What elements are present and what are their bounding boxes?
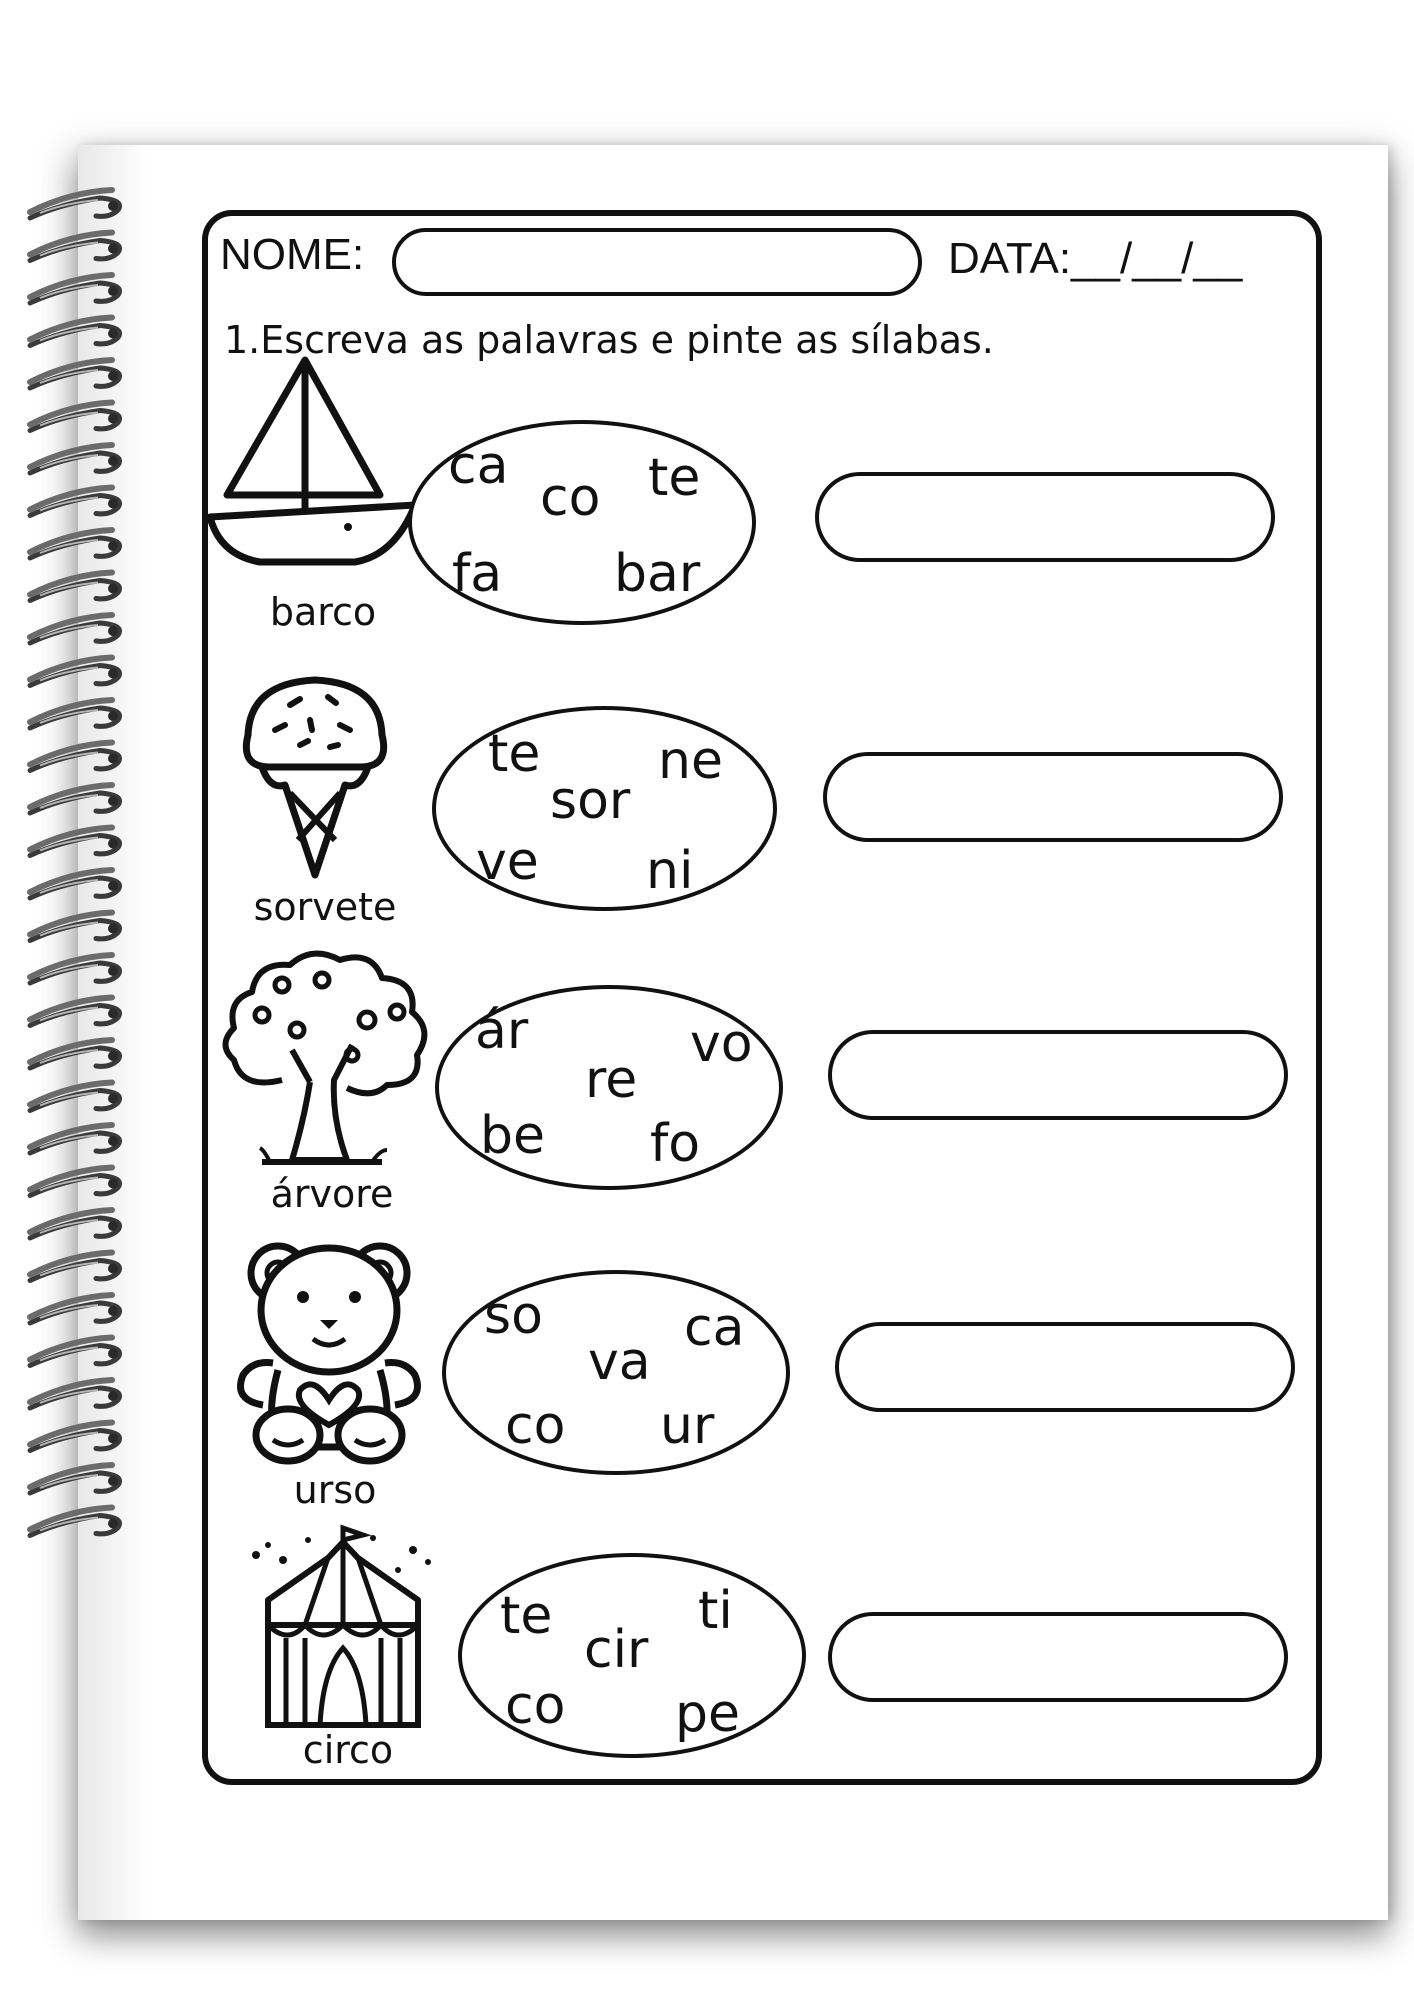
syllable[interactable]: te [648,448,701,508]
instruction-text: 1.Escreva as palavras e pinte as sílabas. [224,318,994,362]
date-label: DATA:__/__/__ [948,234,1243,283]
word-caption-barco: barco [269,590,377,634]
spiral-ring [30,1210,120,1238]
spiral-ring [30,1125,120,1153]
syllable[interactable]: ár [475,1001,529,1061]
spiral-ring [30,318,120,346]
word-caption-arvore: árvore [270,1172,394,1216]
syllable[interactable]: vo [690,1014,753,1074]
syllable[interactable]: co [505,1396,566,1456]
spiral-ring [30,1253,120,1281]
answer-field-1[interactable] [815,472,1275,562]
syllable[interactable]: ur [660,1396,715,1456]
spiral-ring [30,870,120,898]
spiral-ring [30,1040,120,1068]
syllable[interactable]: pe [675,1684,740,1744]
spiral-ring [30,785,120,813]
spiral-ring [30,913,120,941]
syllable[interactable]: ni [646,841,694,901]
syllable[interactable]: te [488,724,541,784]
syllable[interactable]: ne [658,731,723,791]
spiral-ring [30,1423,120,1451]
spiral-ring [30,828,120,856]
answer-field-2[interactable] [823,752,1283,842]
teddy-bear-icon [228,1235,433,1465]
spiral-ring [30,1168,120,1196]
spiral-ring [30,403,120,431]
spiral-ring [30,488,120,516]
spiral-ring [30,700,120,728]
spiral-ring [30,1465,120,1493]
syllable[interactable]: so [484,1286,543,1346]
answer-field-5[interactable] [828,1612,1288,1702]
spiral-ring [30,743,120,771]
word-caption-sorvete: sorvete [253,885,397,929]
spiral-ring [30,1083,120,1111]
syllable[interactable]: ca [448,436,509,496]
spiral-ring [30,1338,120,1366]
name-label: NOME: [220,230,365,279]
word-caption-urso: urso [293,1468,377,1512]
spiral-ring [30,998,120,1026]
spiral-ring [30,445,120,473]
spiral-ring [30,658,120,686]
sailboat-icon [205,355,420,570]
syllable[interactable]: re [585,1050,638,1110]
spiral-ring [30,275,120,303]
spiral-binding [0,0,140,2000]
circus-tent-icon [248,1530,438,1730]
name-field[interactable] [392,228,922,296]
syllable[interactable]: ve [476,832,539,892]
syllable[interactable]: fa [452,544,503,604]
syllable[interactable]: te [500,1586,553,1646]
syllable[interactable]: ca [684,1298,745,1358]
spiral-ring [30,1380,120,1408]
syllable[interactable]: bar [614,544,701,604]
syllable[interactable]: co [505,1676,566,1736]
spiral-ring [30,233,120,261]
tree-icon [222,950,432,1175]
syllable[interactable]: sor [550,771,631,831]
spiral-ring [30,1295,120,1323]
syllable[interactable]: va [588,1332,651,1392]
syllable[interactable]: be [480,1106,545,1166]
spiral-ring [30,573,120,601]
spiral-ring [30,360,120,388]
ice-cream-icon [240,675,390,880]
syllable[interactable]: cir [584,1620,649,1680]
answer-field-4[interactable] [835,1322,1295,1412]
spiral-ring [30,955,120,983]
syllable[interactable]: ti [698,1581,733,1641]
syllable[interactable]: co [540,468,601,528]
spiral-ring [30,190,120,218]
syllable[interactable]: fo [650,1114,701,1174]
answer-field-3[interactable] [828,1030,1288,1120]
spiral-ring [30,530,120,558]
spiral-ring [30,615,120,643]
word-caption-circo: circo [302,1728,394,1772]
spiral-ring [30,1508,120,1536]
